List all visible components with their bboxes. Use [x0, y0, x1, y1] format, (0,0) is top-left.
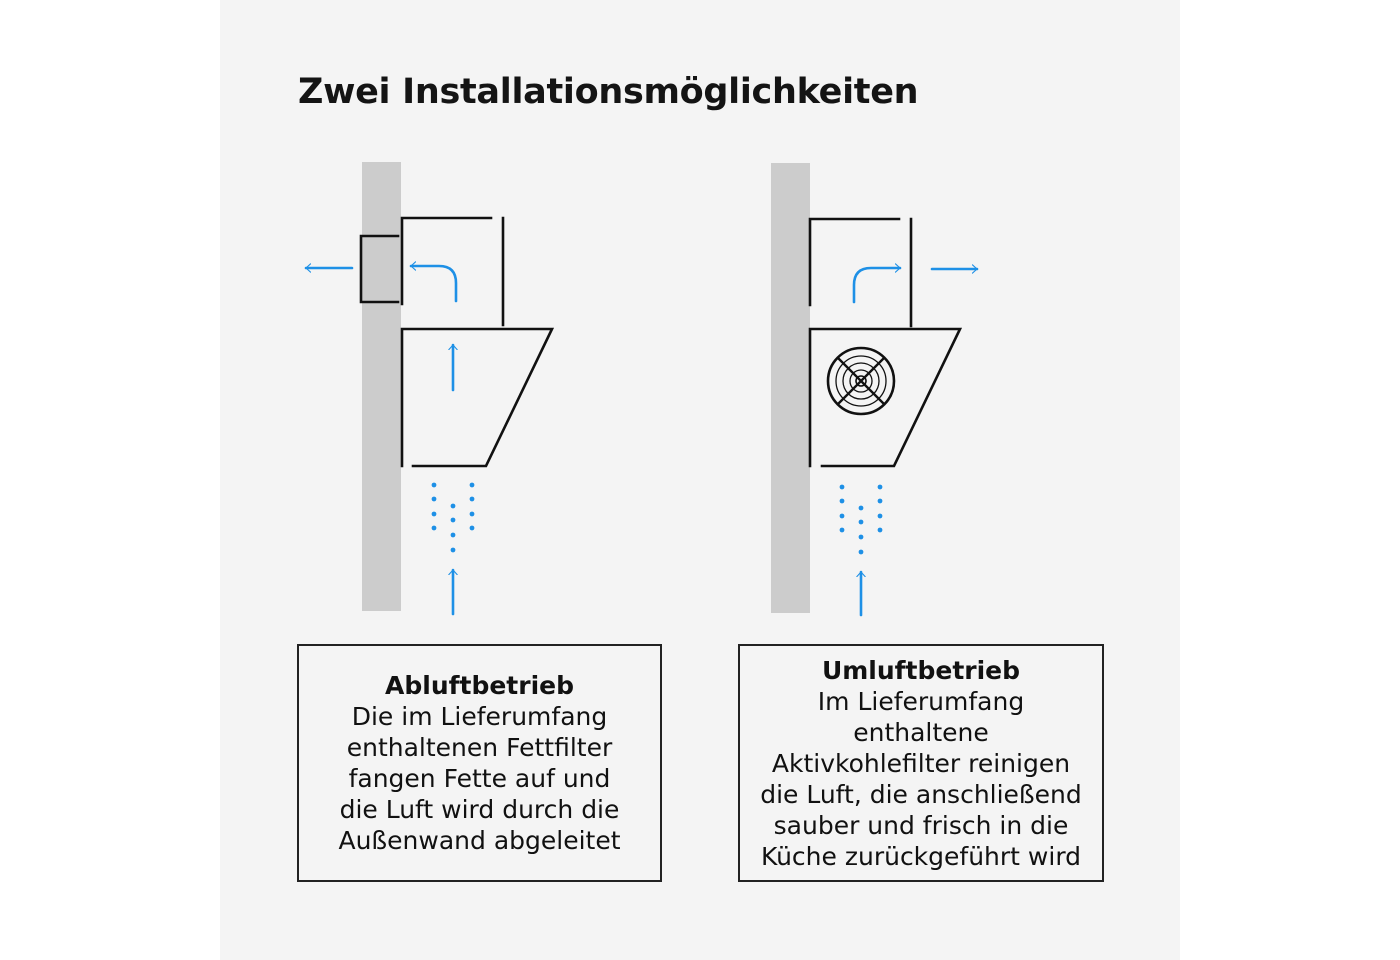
exhaust-mode-diagram — [306, 162, 552, 614]
page-title: Zwei Installationsmöglichkeiten — [298, 72, 919, 112]
exhaust-mode-heading: Abluftbetrieb — [385, 671, 574, 700]
steam-dots-right — [840, 485, 883, 555]
recirculation-mode-card — [738, 644, 1104, 882]
exhaust-mode-card — [297, 644, 662, 882]
wall-left — [362, 162, 401, 611]
arrow-turn-right-icon — [854, 268, 900, 302]
hood-canopy-left — [402, 329, 552, 466]
hood-chimney-right — [810, 219, 911, 326]
recirculation-mode-description: Im Lieferumfang enthaltene Aktivkohlefilter reinigen die Luft, die anschließend sauber und frisch in die Küche zurückgeführt wird — [760, 686, 1082, 871]
exhaust-mode-description: Die im Lieferumfang enthaltenen Fettfilter fangen Fette auf und die Luft wird durch die Außenwand abgeleitet — [338, 702, 621, 855]
wall-right — [771, 163, 810, 613]
fan-filter-icon — [828, 348, 894, 414]
arrow-turn-left-icon — [411, 266, 456, 301]
recirculation-mode-diagram — [771, 163, 977, 615]
steam-dots-left — [432, 483, 475, 553]
recirculation-mode-heading: Umluftbetrieb — [821, 655, 1021, 685]
